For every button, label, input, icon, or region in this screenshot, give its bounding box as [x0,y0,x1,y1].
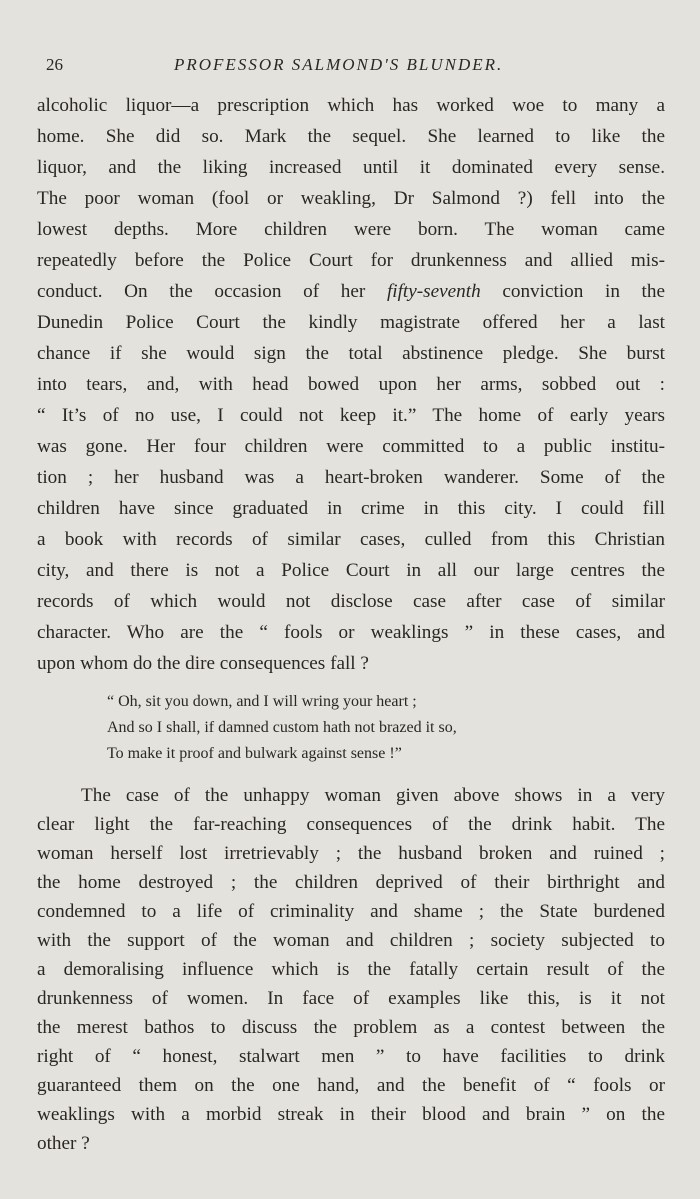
text-line: condemned to a life of criminality and shame ; the State burdened [37,901,665,922]
text-line: the home destroyed ; the children deprived of their birthright and [37,872,665,893]
text-line: character. Who are the “ fools or weaklings ” in these cases, and [37,622,665,643]
text-line: records of which would not disclose case after case of similar [37,591,665,612]
text-line: tion ; her husband was a heart-broken wanderer. Some of the [37,467,665,488]
paragraph-1 [37,90,665,679]
quote-line: And so I shall, if damned custom hath not brazed it so, [107,719,457,736]
text-line: woman herself lost irretrievably ; the husband broken and ruined ; [37,843,665,864]
paragraph-2 [37,781,665,1158]
quote-line: “ Oh, sit you down, and I will wring your heart ; [107,693,417,710]
text-line: children have since graduated in crime in this city. I could fill [37,498,665,519]
text-line: lowest depths. More children were born. The woman came [37,219,665,240]
text-line: The poor woman (fool or weakling, Dr Salmond ?) fell into the [37,188,665,209]
text-fragment: conviction in the [480,281,666,302]
text-line-with-italic [37,276,665,307]
text-line: guaranteed them on the one hand, and the benefit of “ fools or [37,1075,665,1096]
verse-quotation [107,689,665,767]
text-line: alcoholic liquor—a prescription which has worked woe to many a [37,95,665,116]
text-line: right of “ honest, stalwart men ” to have facilities to drink [37,1046,665,1067]
page-number: 26 [46,55,63,74]
text-line: chance if she would sign the total abstinence pledge. She burst [37,343,665,364]
text-line: “ It’s of no use, I could not keep it.” The home of early years [37,405,665,426]
italic-emphasis: fifty-seventh [386,281,481,302]
text-line: drunkenness of women. In face of examples like this, is it not [37,988,665,1009]
text-line: was gone. Her four children were committed to a public institu- [37,436,665,457]
text-line: home. She did so. Mark the sequel. She learned to like the [37,126,665,147]
text-line: a book with records of similar cases, culled from this Christian [37,529,665,550]
text-line: weaklings with a morbid streak in their blood and brain ” on the [37,1104,665,1125]
text-line: city, and there is not a Police Court in all our large centres the [37,560,665,581]
text-line: the merest bathos to discuss the problem as a contest between the [37,1017,665,1038]
text-line: clear light the far-reaching consequences of the drink habit. The [37,814,665,835]
text-line: into tears, and, with head bowed upon her arms, sobbed out : [37,374,665,395]
text-line: liquor, and the liking increased until it dominated every sense. [37,157,665,178]
text-line: repeatedly before the Police Court for drunkenness and allied mis- [37,250,665,271]
body-text [37,90,665,1158]
text-line: with the support of the woman and children ; society subjected to [37,930,665,951]
running-head [46,55,660,81]
quote-line: To make it proof and bulwark against sense !” [107,745,402,762]
text-line: a demoralising influence which is the fatally certain result of the [37,959,665,980]
text-fragment: conduct. On the occasion of her [37,281,366,302]
running-title: PROFESSOR SALMOND'S BLUNDER. [174,55,504,74]
text-line: Dunedin Police Court the kindly magistrate offered her a last [37,312,665,333]
text-line: The case of the unhappy woman given above shows in a very [81,785,665,806]
text-line: other ? [37,1133,90,1154]
text-line: upon whom do the dire consequences fall ? [37,653,369,674]
